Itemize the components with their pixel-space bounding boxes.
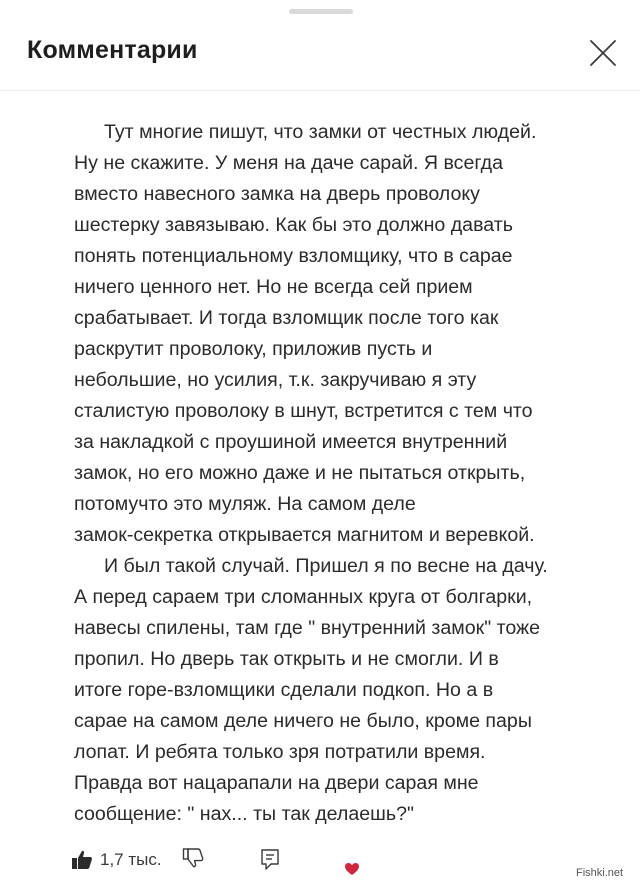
comment-line: вместо навесного замка на дверь проволоку (74, 183, 480, 205)
comment-line: небольшие, но усилия, т.к. закручиваю я эту (74, 369, 477, 391)
comment-line: замок, но его можно даже и не пытаться открыть, (74, 462, 526, 484)
comment-line: понять потенциальному взломщику, что в сарае (74, 245, 513, 267)
comment-line: лопат. И ребята только зря потратили время. (74, 741, 486, 763)
heart-icon (344, 862, 360, 876)
favorite-button[interactable] (344, 862, 360, 876)
comment-line: пропил. Но дверь так открыть и не смогли. И в (74, 648, 499, 670)
comment-line: замок-секретка открывается магнитом и веревкой. (74, 524, 535, 546)
close-icon (584, 34, 622, 72)
dislike-button[interactable] (181, 846, 205, 870)
thumbs-up-icon (70, 848, 94, 872)
comment-actions (70, 842, 630, 878)
comment-line: ничего ценного нет. Но не всегда сей прием (74, 276, 473, 298)
page-title: Комментарии (27, 36, 198, 64)
reply-icon (259, 848, 281, 872)
sheet-header (0, 20, 640, 88)
thumbs-down-icon (181, 846, 205, 870)
comment-line: Правда вот нацарапали на двери сарая мне (74, 772, 479, 794)
comment-line: шестерку завязываю. Как бы это должно давать (74, 214, 513, 236)
comment-line: А перед сараем три сломанных круга от болгарки, (74, 586, 533, 608)
comment-line: срабатывает. И тогда взломщик после того как (74, 307, 499, 329)
close-button[interactable] (584, 34, 622, 72)
comment-line: сарае на самом деле ничего не было, кроме пары (74, 710, 532, 732)
like-button[interactable] (70, 846, 162, 874)
comment-line: потомучто это муляж. На самом деле (74, 493, 416, 515)
comment-line: сообщение: " нах... ты так делаешь?" (74, 803, 414, 825)
reply-button[interactable] (259, 848, 281, 872)
comment-line: Ну не скажите. У меня на даче сарай. Я всегда (74, 152, 503, 174)
comment-text (74, 117, 614, 830)
watermark: Fishki.net (576, 867, 624, 879)
sheet-grab-handle[interactable] (289, 9, 353, 14)
comment-line: раскрутит проволоку, приложив пусть и (74, 338, 433, 360)
comment-line: за накладкой с проушиной имеется внутренний (74, 431, 508, 453)
comment-line: итоге горе-взломщики сделали подкоп. Но а в (74, 679, 494, 701)
like-count: 1,7 тыс. (100, 850, 162, 869)
header-divider (0, 90, 640, 91)
comment-line: навесы спилены, там где " внутренний замок" тоже (74, 617, 541, 639)
comment-line: сталистую проволоку в шнут, встретится с тем что (74, 400, 533, 422)
comment-line: И был такой случай. Пришел я по весне на дачу. (104, 555, 548, 577)
comment-line: Тут многие пишут, что замки от честных людей. (104, 121, 537, 143)
